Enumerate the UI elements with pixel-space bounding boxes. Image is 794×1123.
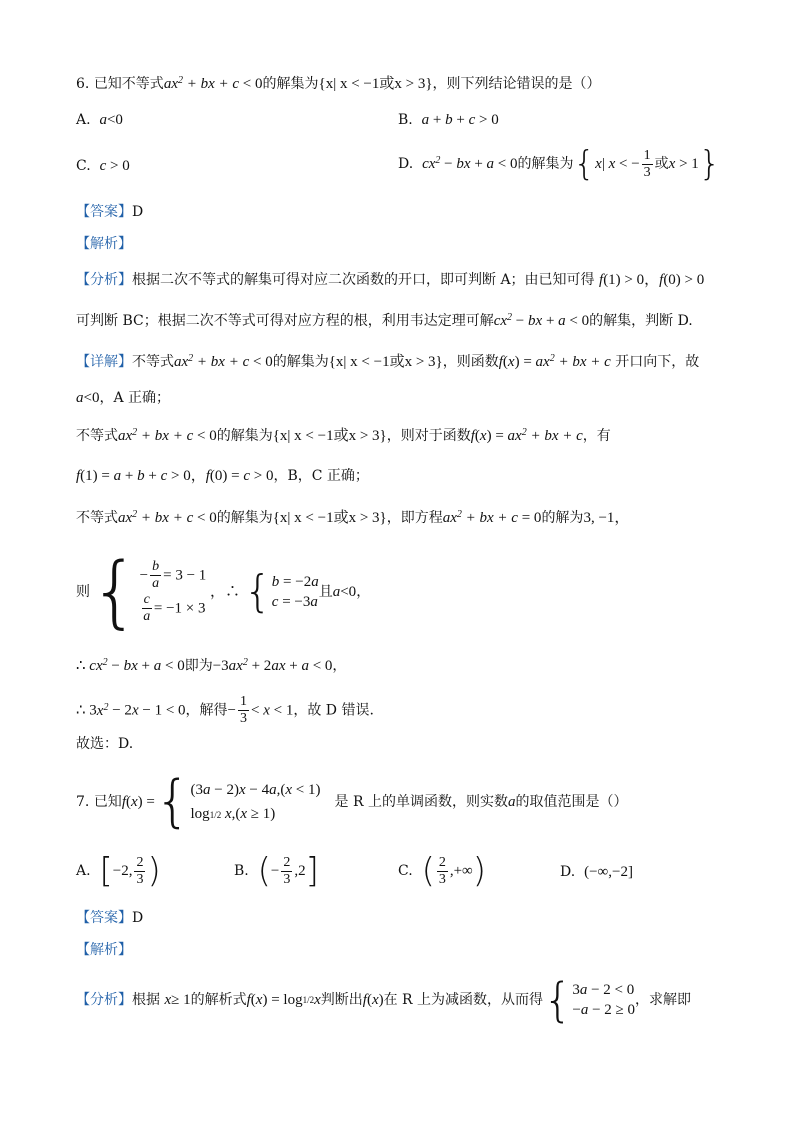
- q7-analysis-label: 【解析】: [76, 942, 132, 958]
- q6-option-a: A. a<0: [76, 112, 123, 128]
- q7-option-d: D. (−∞,−2]: [560, 864, 633, 880]
- q6-fenxi-line2: 可判断 BC；根据二次不等式可得对应方程的根，利用韦达定理可解$cx^2$ − bx + a < 0的解集，判断 D.: [76, 312, 693, 329]
- q6-stem: 6. 已知不等式$ax^2$ + bx + c < 0的解集为{x| x < −1或x > 3}，则下列结论错误的是（）: [76, 75, 601, 92]
- q6-detail-line2: a<0，A 正确；: [76, 390, 171, 406]
- q6-choose: 故选：D.: [76, 736, 134, 752]
- q7-option-a: A. [−2, $\frac{2}{3}$ ): [76, 851, 161, 891]
- q6-answer: 【答案】D: [76, 204, 144, 220]
- q7-stem: 7. 已知 f ( x ) = { (3a − 2)x − 4a,(x < 1) log1/2 x,(x ≥ 1) 是 R 上的单调函数，则实数 a 的取值范围是（）: [76, 769, 628, 834]
- question-number: 7.: [76, 794, 90, 810]
- q7-answer: 【答案】D: [76, 910, 144, 926]
- q6-detail-line3: 不等式$ax^2$ + bx + c < 0的解集为{x| x < −1或x > 3}，则对于函数$f(x) = ax^2$ + bx + c，有: [76, 427, 611, 444]
- q6-option-d: D. $cx^2$ − bx + a < 0的解集为{x| x < − $\frac{1}{3}$ 或x > 1}: [398, 144, 721, 184]
- q6-analysis-label: 【解析】: [76, 236, 132, 252]
- q7-option-b: B. (− $\frac{2}{3}$ ,2]: [234, 851, 319, 891]
- q6-detail-line4: f(1) = a + b + c > 0，f(0) = c > 0，B，C 正确；: [76, 468, 369, 484]
- q6-fenxi-line1: 【分析】根据二次不等式的解集可得对应二次函数的开口，即可判断 A；由已知可得 f(1) > 0，f(0) > 0: [76, 272, 705, 288]
- question-number: 6.: [76, 76, 90, 92]
- q6-detail-line1: 【详解】不等式$ax^2$ + bx + c < 0的解集为{x| x < −1或x > 3}，则函数$f(x) = ax^2$ + bx + c 开口向下，故: [76, 353, 700, 370]
- q7-fenxi: 【分析】 根据 x ≥ 1 的解析式 f ( x ) = log 1/2 x 判断出 f ( x ) 在 R 上为减函数，从而得 { 3a − 2 < 0 −a − 2 ≥ 0 ，求解即: [76, 973, 692, 1027]
- q6-detail-line8: ∴ $3x^2 - 2x - 1 < 0$，解得− $\frac{1}{3}$ < x < 1，故 D 错误.: [76, 694, 374, 726]
- q6-option-b: B. a + b + c > 0: [398, 112, 499, 128]
- q6-detail-line5: 不等式$ax^2$ + bx + c < 0的解集为{x| x < −1或x > 3}，即方程$ax^2$ + bx + c = 0的解为3, −1，: [76, 509, 630, 526]
- q7-option-c: C. ( $\frac{2}{3}$ ,+∞): [398, 851, 487, 891]
- q6-detail-line7: ∴ $cx^2$ − bx + a < 0即为$-3ax^2 + 2ax + a < 0$，: [76, 657, 347, 674]
- q6-detail-line6: 则 { − $\frac{b}{a}$ = 3 − 1 $\frac{c}{a}$ = −1 × 3 ，∴ { b = −2a c = −3a 且 a <0 ，: [76, 547, 371, 637]
- q6-option-c: C. c > 0: [76, 158, 130, 174]
